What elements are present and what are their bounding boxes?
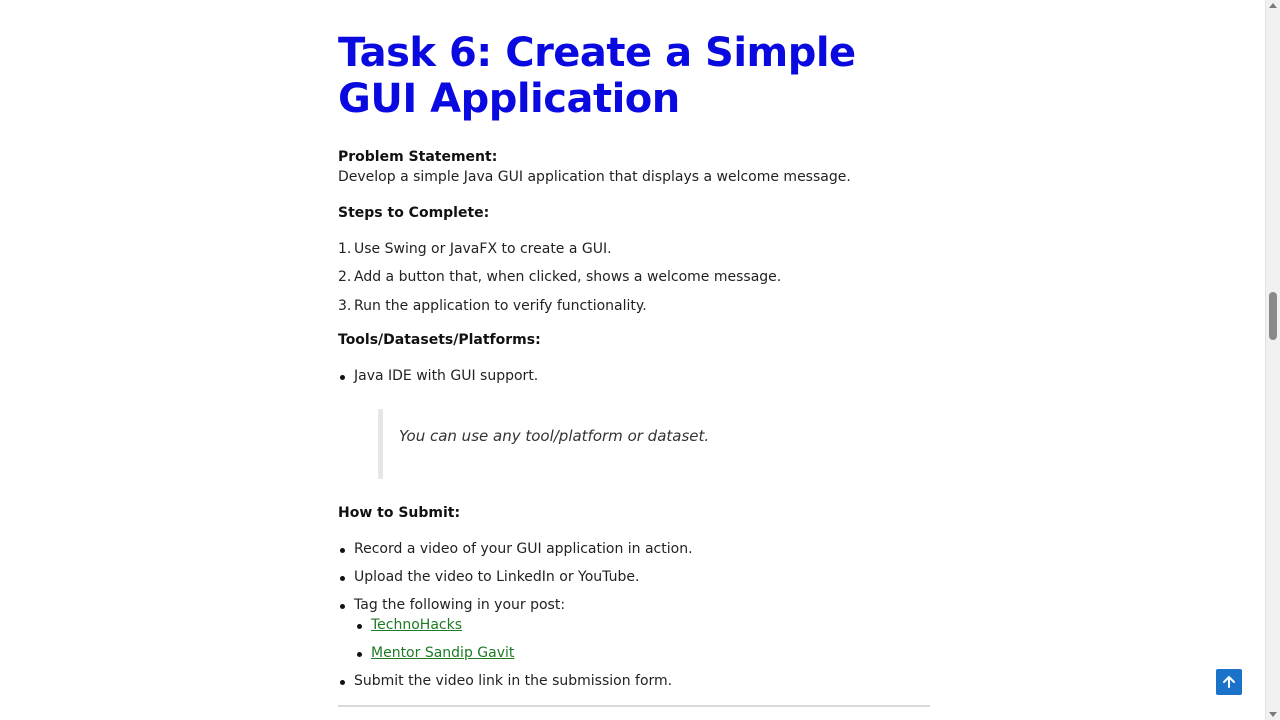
- submit-text: Record a video of your GUI application in action.: [354, 541, 693, 557]
- submit-text: Upload the video to LinkedIn or YouTube.: [354, 569, 640, 585]
- step-number: 3.: [338, 298, 352, 314]
- chevron-up-icon: [1221, 674, 1237, 690]
- page-scrollbar[interactable]: [1265, 0, 1280, 720]
- step-number: 1.: [338, 241, 352, 257]
- how-to-submit-label: How to Submit:: [338, 505, 461, 521]
- submit-text: Tag the following in your post:: [354, 597, 566, 613]
- step-text: Run the application to verify functionality.: [354, 298, 647, 314]
- list-item: [338, 239, 612, 259]
- quote-text: You can use any tool/platform or dataset.: [399, 427, 710, 445]
- problem-statement-label: Problem Statement:: [338, 149, 498, 165]
- list-item: [338, 567, 639, 587]
- list-item: [355, 615, 462, 635]
- scroll-up-icon[interactable]: [1269, 3, 1277, 8]
- blockquote: [378, 409, 923, 479]
- list-item: [338, 296, 647, 316]
- mentor-sandip-gavit-link[interactable]: Mentor Sandip Gavit: [371, 645, 515, 661]
- list-item: [355, 643, 514, 663]
- list-item: [338, 539, 693, 559]
- tools-label: Tools/Datasets/Platforms:: [338, 332, 541, 348]
- scroll-down-icon[interactable]: [1269, 712, 1277, 717]
- scrollbar-thumb[interactable]: [1269, 292, 1277, 340]
- list-item: [338, 267, 781, 287]
- list-item: [338, 671, 672, 691]
- section-divider: [338, 705, 930, 707]
- list-item: [338, 366, 538, 386]
- submit-text: Submit the video link in the submission form.: [354, 673, 673, 689]
- list-item: [338, 595, 565, 615]
- tool-text: Java IDE with GUI support.: [354, 368, 539, 384]
- technohacks-link[interactable]: TechnoHacks: [371, 617, 462, 633]
- back-to-top-button[interactable]: [1216, 669, 1242, 695]
- page-title: Task 6: Create a Simple GUI Application: [338, 30, 856, 122]
- step-text: Use Swing or JavaFX to create a GUI.: [354, 241, 612, 257]
- problem-statement-text: Develop a simple Java GUI application that displays a welcome message.: [338, 169, 851, 185]
- step-number: 2.: [338, 269, 352, 285]
- step-text: Add a button that, when clicked, shows a welcome message.: [354, 269, 782, 285]
- steps-label: Steps to Complete:: [338, 205, 490, 221]
